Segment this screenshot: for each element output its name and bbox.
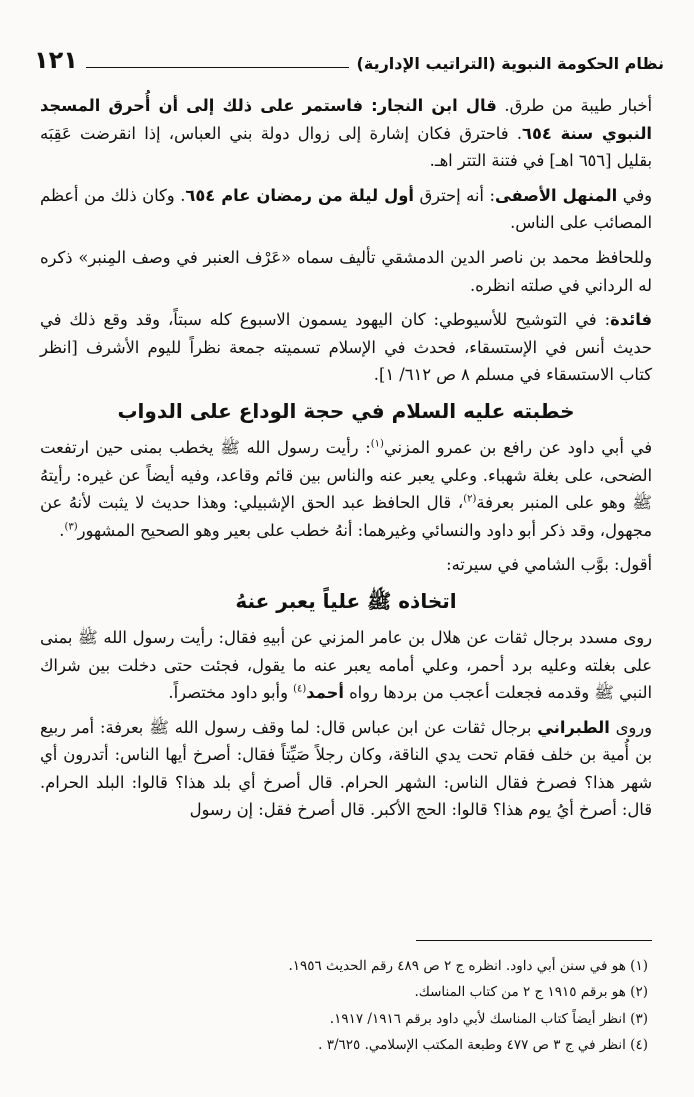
p1-text-c: . فاحترق فكان إشارة إلى زوال دولة بني العباس، إذا انقرضت عَقِبَه بقليل [٦٥٦ اهـ] في فتنة التتر اهـ. [40,123,652,171]
footnote-3: (٣) انظر أيضاً كتاب المناسك لأبي داود برقم ١٩١٦/ ١٩١٧. [329,1010,648,1027]
paragraph-4 [40,306,652,389]
p5-text-a: في أبي داود عن رافع بن عمرو المزني [383,437,652,457]
p8-text-c: برجال ثقات عن ابن عباس قال: لما وقف رسول الله ﷺ بعرفة: أمر ربيع بن أُمية بن خلف فقام تحت يدي الناقة، وكان رجلاً صَيِّتاً فقال: أصرخ أيها الناس: أتدرون أي شهر هذا؟ فصرخ فقال الناس: الشهر الحرام. قال أصرخ أي بلد هذا؟ قالوا: البلد الحرام. قال: أصرخ أيُ يوم هذا؟ قالوا: الحج الأكبر. قال أصرخ فقل: إن رسول [40,717,652,820]
paragraph-2 [40,182,652,237]
paragraph-8 [40,714,652,824]
footnote-ref-2: (٢) [463,493,477,505]
paragraph-3: وللحافظ محمد بن ناصر الدين الدمشقي تأليف سماه «عَرْف العنبر في وصف المِنبر» ذكره له الرداني في صلته انظره. [40,247,652,295]
footnote-2: (٢) هو برقم ١٩١٥ ج ٢ من كتاب المناسك. [414,984,648,1001]
p4-text: : في التوشيح للأسيوطي: كان اليهود يسمون الاسبوع كله سبتاً، وقد وقع ذلك في حديث أنس في الإستسقاء، فحدث في الإسلام تسميته جمعة نظراً لليوم الأشرف [انظر كتاب الاستسقاء في مسلم ٨ ص ٦١٢/ ١]. [40,310,652,385]
p2-text-b: المنهل الأصفى [494,185,618,205]
p1-text-b: قال ابن النجار: فاستمر على ذلك إلى أن أُحرق المسجد النبوي سنة ٦٥٤ [40,96,653,143]
p8-text-b: الطبراني [537,717,610,737]
p5-text-c: ، قال الحافظ عبد الحق الإشبيلي: وهذا حديث لا يثبت لأنهُ عن مجهول، وقد ذكر أبو داود والنسائي وغيرهما: أنهُ خطب على بعير وهو الصحيح المشهور [40,493,652,540]
p5-text-d: . [59,520,65,540]
page-body [40,92,652,831]
p5-text-b: : رأيت رسول الله ﷺ يخطب بمنى حين ارتفعت الضحى، على بغلة شهباء. وعلي يعبر عنه والناس بين قائم وقاعد، وفيه أيضاً عن غيره: رأيتهُ ﷺ وهو على المنبر بعرفة [40,437,652,513]
header-rule [86,67,349,68]
p7-text-a: روى مسدد برجال ثقات عن هلال بن عامر المزني عن أبيهِ فقال: رأيت رسول الله ﷺ بمنى على بغلته وعليه برد أحمر، وعلي أمامه يعبر عنه ما يقول، فجئت حتى دخلت بين شراك النبي ﷺ وقدمه فجعلت أعجب من بردها رواه [40,627,652,703]
section-heading-2: اتخاذه ﷺ علياً يعبر عنهُ [235,588,457,613]
paragraph-7 [40,624,652,707]
p2-text-d: أول ليلة من رمضان عام ٦٥٤ [185,185,414,205]
page-header [34,40,664,74]
p4-label: فائدة [610,310,652,330]
p2-text-a: وفي [617,185,652,205]
footnote-ref-1: (١) [370,438,384,450]
section-heading-1: خطبته عليه السلام في حجة الوداع على الدواب [117,398,575,423]
p2-text-c: : أنه إحترق [413,185,495,205]
footnote-separator [416,940,652,941]
running-title: نظام الحكومة النبوية (التراتيب الإدارية) [356,54,664,73]
paragraph-6: أقول: بوَّب الشامي في سيرته: [446,555,652,575]
footnote-ref-4: (٤) [293,683,307,695]
p1-text-a: أخبار طيبة من طرق. [496,96,652,115]
footnote-1: (١) هو في سنن أبي داود. انظره ج ٢ ص ٤٨٩ رقم الحديث ١٩٥٦. [288,958,648,974]
footnotes [44,953,648,1059]
footnote-ref-3: (٣) [64,521,78,533]
p8-text-a: وروى [609,717,652,737]
p2-text-e: . وكان ذلك من أعظم المصائب على الناس. [40,185,652,233]
p7-text-c: وأبو داود مختصراً. [168,683,294,703]
paragraph-1 [40,92,652,175]
footnote-4: (٤) انظر في ج ٣ ص ٤٧٧ وطبعة المكتب الإسلامي. ٣/٦٢٥ . [318,1037,648,1054]
p7-text-b: أحمد [306,683,344,703]
paragraph-5 [40,434,652,544]
page-number: ١٢١ [34,46,78,74]
